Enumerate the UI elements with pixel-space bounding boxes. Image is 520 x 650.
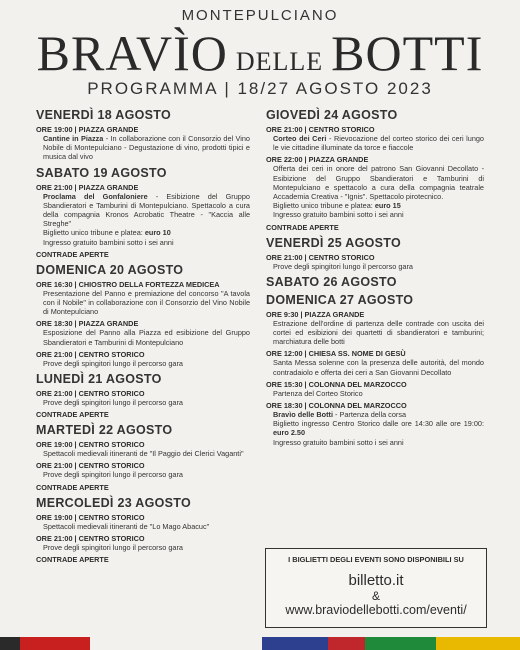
event-lead: Proclama del Gonfaloniere bbox=[43, 191, 148, 201]
event-time-place: ORE 15:30 | COLONNA DEL MARZOCCO bbox=[266, 379, 407, 389]
town-name: MONTEPULCIANO bbox=[181, 7, 339, 24]
event-text: Prove degli spingitori lungo il percorso gara bbox=[273, 261, 413, 271]
event bbox=[36, 183, 250, 247]
event-text: Prove degli spingitori lungo il percorso gara bbox=[43, 542, 183, 552]
event-lead: Cantine in Piazza bbox=[43, 134, 104, 143]
day-heading: VENERDÌ 18 AGOSTO bbox=[36, 108, 171, 122]
stripe-segment bbox=[0, 637, 20, 650]
day-heading: MARTEDÌ 22 AGOSTO bbox=[36, 423, 173, 438]
tickets-heading: I BIGLIETTI DEGLI EVENTI SONO DISPONIBILI SU bbox=[288, 555, 464, 564]
event-text: - Rievocazione del corteo storico dei ceri lungo le vie cittadine illuminate da torce e fiaccole bbox=[273, 134, 484, 153]
day-heading: DOMENICA 20 AGOSTO bbox=[36, 262, 184, 277]
event-description bbox=[36, 449, 250, 458]
event-text: Partenza del Corteo Storico bbox=[273, 388, 363, 398]
event-time-place: ORE 19:00 | CENTRO STORICO bbox=[36, 440, 145, 450]
event-text: Estrazione dell'ordine di partenza delle contrade con uscita dei cortei ed esibizioni dei quartetti di sbandieratori e tamburini; marchiatura delle botti bbox=[273, 318, 484, 347]
event bbox=[266, 155, 484, 219]
event-time-place: ORE 18:30 | COLONNA DEL MARZOCCO bbox=[266, 401, 407, 411]
contrade-aperte-label: CONTRADE APERTE bbox=[266, 222, 339, 232]
event bbox=[36, 319, 250, 346]
event bbox=[36, 461, 250, 479]
day-heading: LUNEDÌ 21 AGOSTO bbox=[36, 372, 162, 387]
event bbox=[266, 125, 484, 152]
event bbox=[36, 513, 250, 531]
event-text: Prove degli spingitori lungo il percorso gara bbox=[43, 398, 183, 408]
program-subtitle: PROGRAMMA | 18/27 AGOSTO 2023 bbox=[87, 79, 433, 98]
event-description bbox=[36, 328, 250, 346]
event-description bbox=[266, 319, 484, 347]
event-description bbox=[36, 134, 250, 162]
event-time-place: ORE 9:30 | PIAZZA GRANDE bbox=[266, 309, 365, 319]
contrade-aperte-label: CONTRADE APERTE bbox=[36, 249, 109, 259]
contrade-aperte-label: CONTRADE APERTE bbox=[36, 410, 109, 420]
event-text: - In collaborazione con il Consorzio del Vino Nobile di Montepulciano - Degustazione di vino, prodotti tipici e musica dal vivo bbox=[43, 134, 250, 162]
stripe-segment bbox=[262, 637, 328, 650]
event-text: - Esibizione del Gruppo Sbandieratori e Tamburini di Montepulciano. Spettacolo a cura della compagnia Kronos Acrobatic Theatre - "Kaccia alle Streghe" bbox=[43, 191, 250, 229]
event-description bbox=[266, 358, 484, 376]
event-description bbox=[36, 359, 250, 368]
stripe-segment bbox=[365, 637, 436, 650]
title-part-bravio: BRAVÌO bbox=[36, 25, 228, 81]
tickets-box bbox=[265, 548, 487, 628]
event-description bbox=[36, 470, 250, 479]
stripe-segment bbox=[328, 637, 365, 650]
event-time-place: ORE 19:00 | PIAZZA GRANDE bbox=[36, 125, 139, 134]
tickets-ampersand: & bbox=[371, 589, 380, 603]
event bbox=[36, 125, 250, 162]
event-description bbox=[266, 134, 484, 152]
event-time-place: ORE 18:30 | PIAZZA GRANDE bbox=[36, 319, 139, 329]
event-time-place: ORE 21:00 | CENTRO STORICO bbox=[36, 533, 145, 543]
event bbox=[266, 401, 484, 447]
free-entry-note: Ingresso gratuito bambini sotto i sei anni bbox=[43, 237, 174, 247]
event-time-place: ORE 21:00 | CENTRO STORICO bbox=[266, 125, 375, 134]
event-time-place: ORE 21:00 | CENTRO STORICO bbox=[36, 349, 145, 359]
left-column bbox=[36, 104, 250, 566]
ticket-price: euro 10 bbox=[144, 228, 171, 238]
day-heading: MERCOLEDÌ 23 AGOSTO bbox=[36, 495, 192, 510]
event-text: Offerta dei ceri in onore del patrono San Giovanni Decollato - Esibizione del Gruppo Sbandieratori e Tamburini di Montepulciano e spettacolo a cura della compagnia teatrale Accademia Creativa - "Ignis". Spettacolo pirotecnico. bbox=[273, 164, 484, 202]
event bbox=[36, 389, 250, 407]
ticket-price-label: Biglietto unico tribune e platea: bbox=[43, 228, 145, 238]
ticket-price-label: Biglietto unico tribune e platea: bbox=[273, 201, 375, 211]
free-entry-note: Ingresso gratuito bambini sotto i sei anni bbox=[273, 437, 404, 447]
ticket-price: euro 2.50 bbox=[273, 428, 306, 438]
event-text: Prove degli spingitori lungo il percorso gara bbox=[43, 470, 183, 480]
event bbox=[36, 350, 250, 368]
contrade-aperte-label: CONTRADE APERTE bbox=[36, 555, 109, 565]
event-text: Spettacoli medievali itineranti de "Il Paggio dei Clerici Vaganti" bbox=[43, 449, 244, 459]
event-description bbox=[36, 543, 250, 552]
day-heading: SABATO 19 AGOSTO bbox=[36, 165, 167, 180]
day-heading: DOMENICA 27 AGOSTO bbox=[266, 292, 414, 307]
title-part-delle: DELLE bbox=[235, 47, 324, 76]
event-description bbox=[266, 410, 484, 447]
event-text: Presentazione del Panno e premiazione del concorso "A tavola con il Nobile" in collaborazione con il Consorzio del Vino Nobile di Montepulciano bbox=[43, 288, 250, 317]
event-time-place: ORE 21:00 | PIAZZA GRANDE bbox=[36, 182, 139, 192]
event-description bbox=[36, 289, 250, 317]
event-description bbox=[266, 389, 484, 398]
event-text: Santa Messa solenne con la presenza delle autorità, del mondo contradaiolo e offerta dei ceri a San Giovanni Decollato bbox=[273, 358, 484, 377]
free-entry-note: Ingresso gratuito bambini sotto i sei anni bbox=[273, 210, 404, 220]
tickets-site-bravio[interactable]: www.braviodellebotti.com/eventi/ bbox=[285, 603, 467, 617]
right-column bbox=[266, 104, 484, 450]
stripe-segment bbox=[436, 637, 520, 650]
day-heading: SABATO 26 AGOSTO bbox=[266, 274, 397, 289]
event-description bbox=[266, 164, 484, 219]
event-description bbox=[266, 262, 484, 271]
day-heading: VENERDÌ 25 AGOSTO bbox=[266, 235, 401, 250]
event-time-place: ORE 12:00 | CHIESA SS. NOME DI GESÙ bbox=[266, 349, 406, 359]
event-time-place: ORE 21:00 | CENTRO STORICO bbox=[36, 461, 145, 471]
event bbox=[266, 310, 484, 347]
event bbox=[36, 534, 250, 552]
event-description bbox=[36, 192, 250, 247]
tickets-site-billetto[interactable]: billetto.it bbox=[348, 572, 404, 589]
event bbox=[266, 253, 484, 271]
event bbox=[266, 349, 484, 376]
event-time-place: ORE 16:30 | CHIOSTRO DELLA FORTEZZA MEDICEA bbox=[36, 279, 220, 289]
contrade-aperte-label: CONTRADE APERTE bbox=[36, 482, 109, 492]
event-time-place: ORE 21:00 | CENTRO STORICO bbox=[266, 252, 375, 262]
event bbox=[36, 440, 250, 458]
event bbox=[36, 280, 250, 317]
event-text: Spettacoli medievali itineranti de "Lo Mago Abacuc" bbox=[43, 521, 210, 531]
event-time-place: ORE 22:00 | PIAZZA GRANDE bbox=[266, 155, 369, 165]
day-heading: GIOVEDÌ 24 AGOSTO bbox=[266, 108, 398, 122]
event-lead: Corteo dei Ceri bbox=[273, 134, 327, 143]
title-part-botti: BOTTI bbox=[331, 25, 484, 81]
ticket-price-label: Biglietto ingresso Centro Storico dalle ore 14:30 alle ore 19:00: bbox=[273, 419, 484, 429]
event-description bbox=[36, 398, 250, 407]
event-lead: Bravìo delle Botti bbox=[273, 410, 334, 420]
event-text: Prove degli spingitori lungo il percorso gara bbox=[43, 358, 183, 368]
stripe-segment bbox=[20, 637, 90, 650]
event-text: Esposizione del Panno alla Piazza ed esibizione del Gruppo Sbandieratori e Tamburini di Montepulciano bbox=[43, 328, 250, 347]
event-text: - Partenza della corsa bbox=[333, 410, 407, 420]
event bbox=[266, 380, 484, 398]
event-description bbox=[36, 522, 250, 531]
event-title bbox=[0, 24, 520, 82]
event-time-place: ORE 19:00 | CENTRO STORICO bbox=[36, 512, 145, 522]
event-time-place: ORE 21:00 | CENTRO STORICO bbox=[36, 389, 145, 399]
ticket-price: euro 15 bbox=[374, 201, 401, 211]
